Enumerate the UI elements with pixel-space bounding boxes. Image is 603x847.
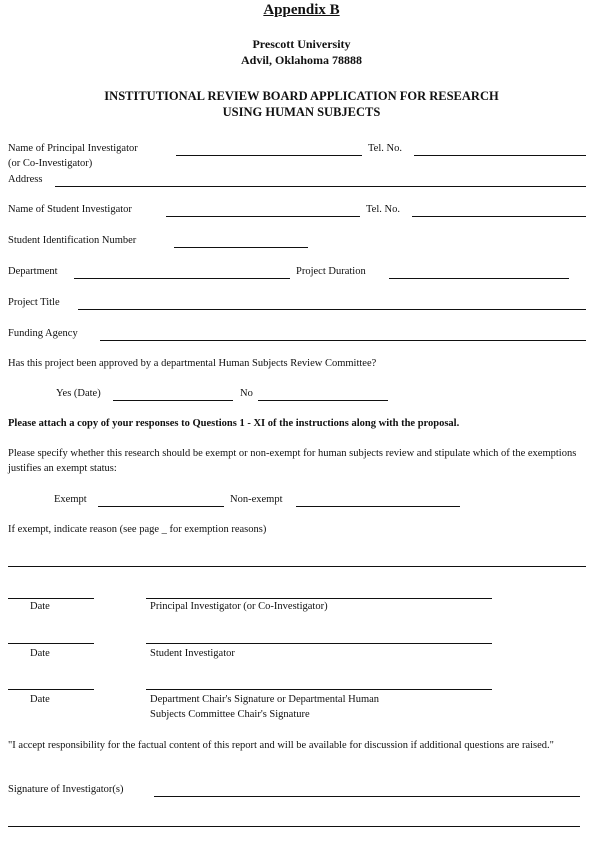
form-title-line-1: INSTITUTIONAL REVIEW BOARD APPLICATION FOR RESEARCH bbox=[104, 89, 499, 103]
approval-yes-date-field[interactable] bbox=[113, 400, 233, 401]
funding-agency-field[interactable] bbox=[100, 340, 586, 341]
department-label: Department bbox=[8, 266, 58, 277]
investigator-signature-line-2[interactable] bbox=[8, 826, 580, 827]
address-label: Address bbox=[8, 174, 43, 185]
pi-signature-line[interactable] bbox=[146, 598, 492, 599]
chair-date-line[interactable] bbox=[8, 689, 94, 690]
pi-tel-field[interactable] bbox=[414, 155, 586, 156]
student-id-label: Student Identification Number bbox=[8, 235, 137, 246]
project-title-label: Project Title bbox=[8, 297, 60, 308]
pi-tel-label: Tel. No. bbox=[368, 143, 402, 154]
exempt-label: Exempt bbox=[54, 494, 87, 505]
exempt-field[interactable] bbox=[98, 506, 224, 507]
department-field[interactable] bbox=[74, 278, 290, 279]
student-id-field[interactable] bbox=[174, 247, 308, 248]
chair-signature-line[interactable] bbox=[146, 689, 492, 690]
pi-name-label: Name of Principal Investigator bbox=[8, 143, 138, 154]
student-date-label: Date bbox=[30, 648, 50, 659]
exempt-reason-label: If exempt, indicate reason (see page _ for exemption reasons) bbox=[8, 524, 267, 535]
chair-signature-label-2: Subjects Committee Chair's Signature bbox=[150, 709, 310, 720]
approval-yes-label: Yes (Date) bbox=[56, 388, 101, 399]
page-title: Appendix B bbox=[263, 2, 340, 18]
student-tel-label: Tel. No. bbox=[366, 204, 400, 215]
pi-name-field[interactable] bbox=[176, 155, 362, 156]
chair-date-label: Date bbox=[30, 694, 50, 705]
chair-signature-label-1: Department Chair's Signature or Departmental Human bbox=[150, 694, 380, 705]
pi-signature-label: Principal Investigator (or Co-Investigator) bbox=[150, 601, 328, 612]
university-name: Prescott University bbox=[252, 37, 351, 51]
address-field[interactable] bbox=[55, 186, 586, 187]
nonexempt-label: Non-exempt bbox=[230, 494, 283, 505]
co-investigator-label: (or Co-Investigator) bbox=[8, 158, 93, 169]
student-date-line[interactable] bbox=[8, 643, 94, 644]
approval-no-field[interactable] bbox=[258, 400, 388, 401]
investigator-signature-label: Signature of Investigator(s) bbox=[8, 784, 124, 795]
pi-date-label: Date bbox=[30, 601, 50, 612]
pi-date-line[interactable] bbox=[8, 598, 94, 599]
project-title-field[interactable] bbox=[78, 309, 586, 310]
investigator-signature-line[interactable] bbox=[154, 796, 580, 797]
responsibility-statement: "I accept responsibility for the factual content of this report and will be available for discussion if additional questions are raised." bbox=[8, 740, 554, 751]
student-name-label: Name of Student Investigator bbox=[8, 204, 132, 215]
student-signature-line[interactable] bbox=[146, 643, 492, 644]
nonexempt-field[interactable] bbox=[296, 506, 460, 507]
funding-agency-label: Funding Agency bbox=[8, 328, 78, 339]
approval-no-label: No bbox=[240, 388, 253, 399]
student-tel-field[interactable] bbox=[412, 216, 586, 217]
project-duration-label: Project Duration bbox=[296, 266, 366, 277]
exempt-instruction: Please specify whether this research should be exempt or non-exempt for human subjects review and stipulate which of the exemptions justifies an exempt status: bbox=[8, 448, 577, 474]
project-duration-field[interactable] bbox=[389, 278, 569, 279]
form-title-line-2: USING HUMAN SUBJECTS bbox=[222, 105, 381, 119]
exempt-reason-field[interactable] bbox=[8, 566, 586, 567]
student-name-field[interactable] bbox=[166, 216, 360, 217]
attach-instruction: Please attach a copy of your responses to Questions 1 - XI of the instructions along with the proposal. bbox=[8, 418, 460, 429]
university-city: Advil, Oklahoma 78888 bbox=[240, 53, 363, 67]
approval-question: Has this project been approved by a departmental Human Subjects Review Committee? bbox=[8, 358, 377, 369]
student-signature-label: Student Investigator bbox=[150, 648, 235, 659]
